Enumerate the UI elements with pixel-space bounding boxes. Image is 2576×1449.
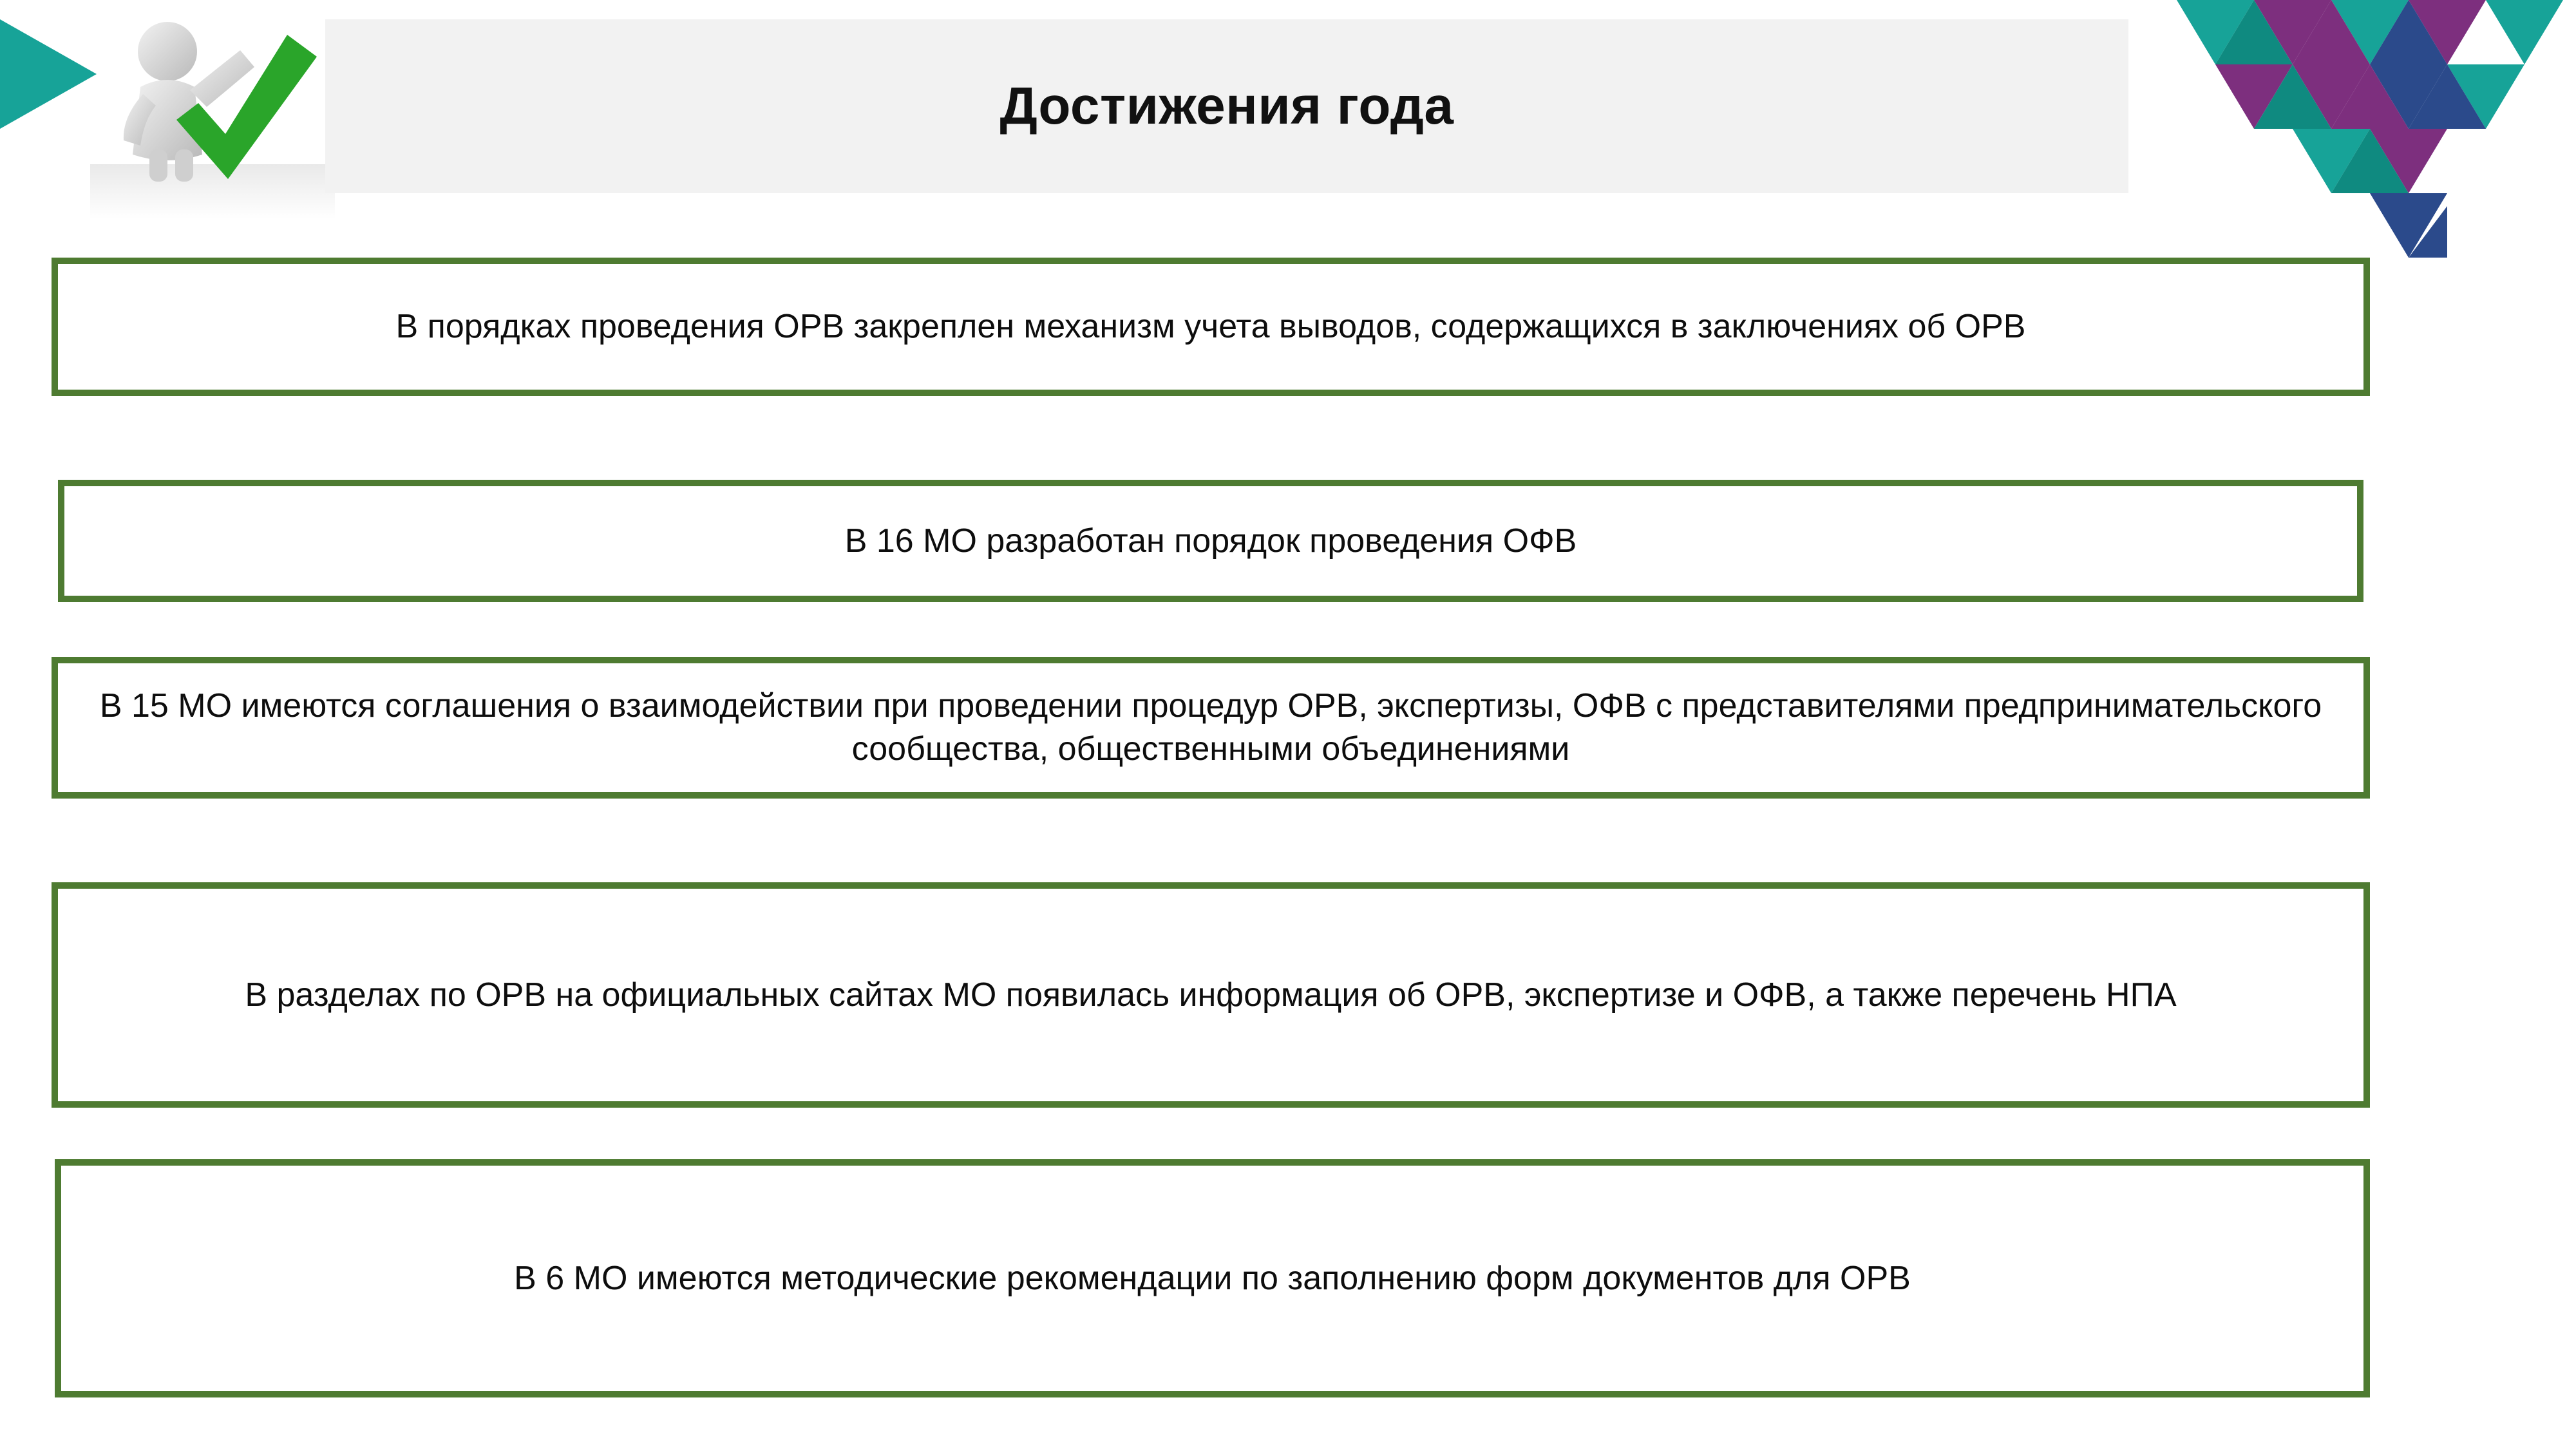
achievement-text: В порядках проведения ОРВ закреплен механизм учета выводов, содержащихся в заключениях об ОРВ	[395, 308, 2026, 346]
achievement-text: В 16 МО разработан порядок проведения ОФВ	[844, 522, 1577, 560]
achievement-box-5	[55, 1159, 2370, 1397]
person-with-checkmark-icon	[90, 6, 335, 219]
achievement-box-4	[52, 882, 2370, 1108]
teal-arrow-icon	[0, 19, 97, 129]
achievement-box-2	[58, 480, 2363, 602]
achievement-text: В 6 МО имеются методические рекомендации по заполнению форм документов для ОРВ	[514, 1259, 1911, 1297]
achievement-box-1	[52, 258, 2370, 396]
page-title: Достижения года	[999, 77, 1454, 135]
achievement-text: В разделах по ОРВ на официальных сайтах МО появилась информация об ОРВ, экспертизе и ОФВ, а также перечень НПА	[245, 976, 2177, 1014]
achievement-text: В 15 МО имеются соглашения о взаимодействии при проведении процедур ОРВ, экспертизы, ОФВ с представителями предпринимательского сообщества, общественными объединениями	[99, 687, 2322, 768]
slide-title-bar	[325, 19, 2128, 193]
achievement-box-3	[52, 657, 2370, 799]
